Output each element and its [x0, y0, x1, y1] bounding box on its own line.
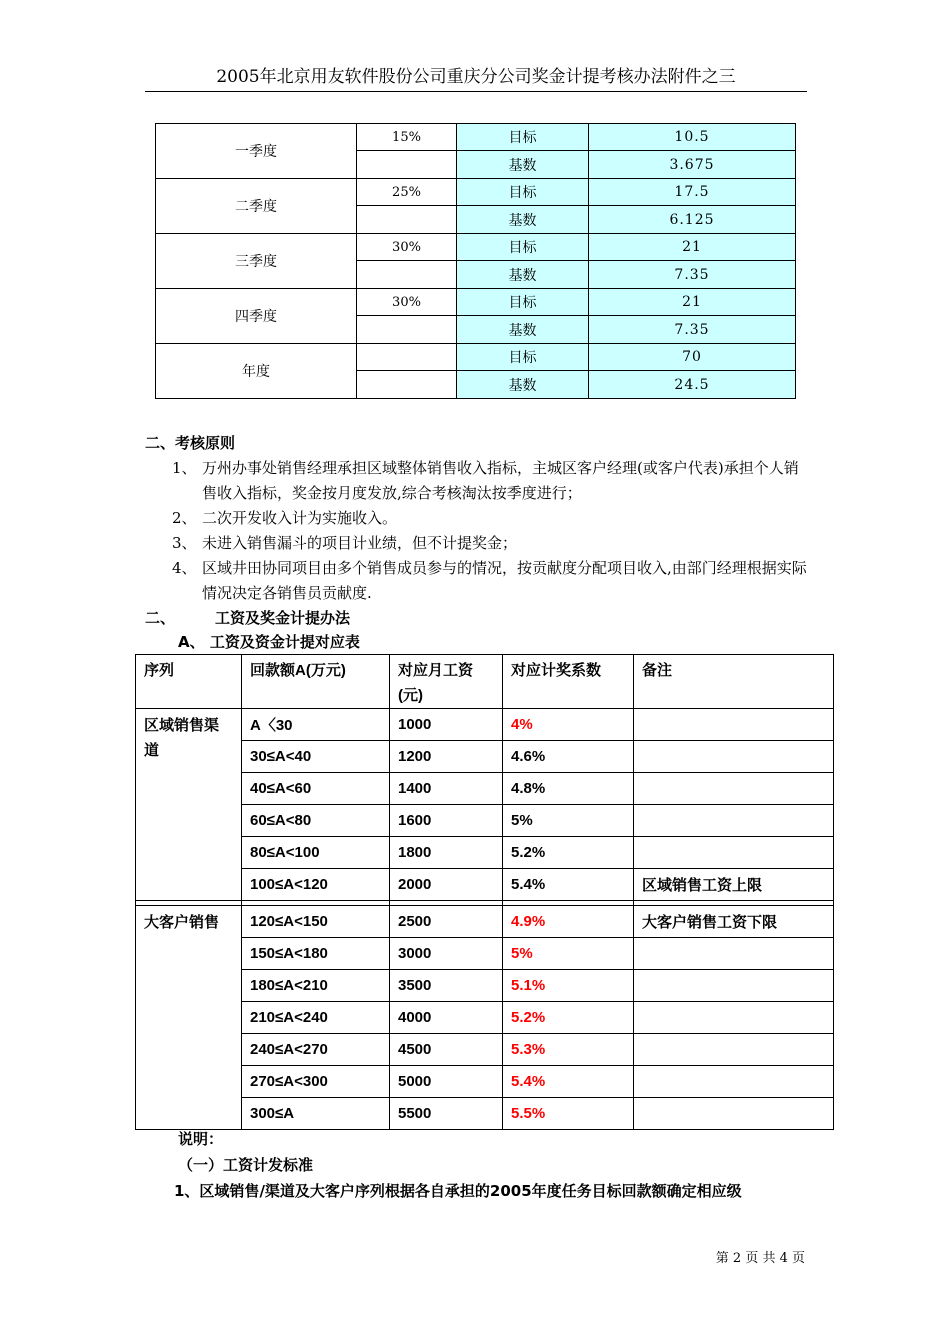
note-cell — [634, 1034, 834, 1066]
base-value: 24.5 — [589, 371, 796, 399]
quarter-period: 二季度 — [156, 179, 357, 234]
note-cell: 区域销售工资上限 — [634, 869, 834, 901]
base-label: 基数 — [457, 261, 589, 289]
note-cell — [634, 938, 834, 970]
column-header: 备注 — [634, 655, 834, 709]
salary-table-caption: A、 工资及资金计提对应表 — [178, 633, 360, 651]
range-cell: 30≤A<40 — [242, 741, 390, 773]
notes-line: 1、区域销售/渠道及大客户序列根据各自承担的2005年度任务目标回款额确定相应级 — [174, 1182, 742, 1200]
principle-text: 区域井田协同项目由多个销售成员参与的情况，按贡献度分配项目收入,由部门经理根据实际情况决定各销售员贡献度. — [202, 559, 807, 602]
base-label: 基数 — [457, 316, 589, 344]
salary-cell: 5500 — [390, 1098, 503, 1130]
note-cell — [634, 1066, 834, 1098]
coefficient-cell: 5.2% — [503, 1002, 634, 1034]
salary-table — [135, 654, 834, 1130]
salary-row — [136, 709, 834, 741]
note-cell — [634, 1098, 834, 1130]
quarter-row-target — [156, 124, 796, 151]
salary-cell: 5000 — [390, 1066, 503, 1098]
coefficient-cell: 4.9% — [503, 906, 634, 938]
coefficient-cell: 4.6% — [503, 741, 634, 773]
salary-section-heading — [145, 607, 350, 628]
salary-section-title: 工资及奖金计提办法 — [215, 609, 351, 627]
base-label: 基数 — [457, 371, 589, 399]
notes-block — [174, 1126, 742, 1204]
quarter-period: 年度 — [156, 344, 357, 399]
principles-list — [172, 456, 812, 606]
salary-cell: 2000 — [390, 869, 503, 901]
range-cell: 180≤A<210 — [242, 970, 390, 1002]
coefficient-cell: 5.5% — [503, 1098, 634, 1130]
base-value: 7.35 — [589, 261, 796, 289]
quarter-row-target — [156, 179, 796, 206]
base-value: 3.675 — [589, 151, 796, 179]
column-header: 对应计奖系数 — [503, 655, 634, 709]
page-footer: 第 2 页 共 4 页 — [715, 1251, 805, 1266]
salary-cell: 2500 — [390, 906, 503, 938]
base-label: 基数 — [457, 151, 589, 179]
range-cell: 210≤A<240 — [242, 1002, 390, 1034]
quarter-row-target — [156, 344, 796, 371]
note-cell — [634, 805, 834, 837]
notes-subheading: （一）工资计发标准 — [178, 1156, 314, 1174]
quarter-period: 三季度 — [156, 234, 357, 289]
target-label: 目标 — [457, 289, 589, 316]
quarter-row-target — [156, 234, 796, 261]
quarter-percent: 15% — [357, 124, 457, 151]
principle-text: 二次开发收入计为实施收入。 — [202, 509, 398, 527]
salary-row — [136, 906, 834, 938]
column-header: 序列 — [136, 655, 242, 709]
note-cell — [634, 709, 834, 741]
range-cell: 120≤A<150 — [242, 906, 390, 938]
coefficient-cell: 5.4% — [503, 869, 634, 901]
target-value: 17.5 — [589, 179, 796, 206]
coefficient-cell: 5.4% — [503, 1066, 634, 1098]
coefficient-cell: 5% — [503, 938, 634, 970]
quarter-percent — [357, 344, 457, 371]
range-cell: 60≤A<80 — [242, 805, 390, 837]
target-label: 目标 — [457, 124, 589, 151]
salary-cell: 1800 — [390, 837, 503, 869]
quarter-percent: 25% — [357, 179, 457, 206]
sequence-cell: 大客户销售 — [136, 906, 242, 1130]
range-cell: A〈30 — [242, 709, 390, 741]
empty-cell — [357, 371, 457, 399]
base-value: 6.125 — [589, 206, 796, 234]
note-cell — [634, 970, 834, 1002]
range-cell: 270≤A<300 — [242, 1066, 390, 1098]
coefficient-cell: 4% — [503, 709, 634, 741]
range-cell: 40≤A<60 — [242, 773, 390, 805]
empty-cell — [357, 206, 457, 234]
column-header: 对应月工资(元) — [390, 655, 503, 709]
salary-cell: 3000 — [390, 938, 503, 970]
note-cell — [634, 837, 834, 869]
empty-cell — [357, 261, 457, 289]
range-cell: 100≤A<120 — [242, 869, 390, 901]
range-cell: 240≤A<270 — [242, 1034, 390, 1066]
salary-section-num: 二、 — [145, 609, 176, 627]
principle-text: 万州办事处销售经理承担区域整体销售收入指标，主城区客户经理(或客户代表)承担个人销售收入指标，奖金按月度发放,综合考核淘汰按季度进行； — [202, 459, 799, 502]
coefficient-cell: 5.1% — [503, 970, 634, 1002]
principle-item — [172, 556, 812, 606]
notes-label: 说明： — [178, 1130, 224, 1148]
base-label: 基数 — [457, 206, 589, 234]
sequence-cell: 区域销售渠道 — [136, 709, 242, 901]
quarter-target-table — [155, 123, 796, 399]
target-value: 21 — [589, 289, 796, 316]
target-value: 10.5 — [589, 124, 796, 151]
note-cell — [634, 741, 834, 773]
quarter-percent: 30% — [357, 234, 457, 261]
principle-item — [172, 506, 812, 531]
empty-cell — [357, 151, 457, 179]
target-label: 目标 — [457, 344, 589, 371]
quarter-row-target — [156, 289, 796, 316]
salary-cell: 1400 — [390, 773, 503, 805]
coefficient-cell: 5.2% — [503, 837, 634, 869]
note-cell: 大客户销售工资下限 — [634, 906, 834, 938]
target-value: 70 — [589, 344, 796, 371]
principles-heading: 二、考核原则 — [145, 434, 236, 452]
salary-cell: 1000 — [390, 709, 503, 741]
salary-cell: 3500 — [390, 970, 503, 1002]
principle-number: 1、 — [172, 459, 197, 477]
coefficient-cell: 5.3% — [503, 1034, 634, 1066]
salary-cell: 1200 — [390, 741, 503, 773]
principle-number: 3、 — [172, 534, 197, 552]
salary-cell: 4000 — [390, 1002, 503, 1034]
principle-text: 未进入销售漏斗的项目计业绩，但不计提奖金； — [202, 534, 518, 552]
salary-cell: 4500 — [390, 1034, 503, 1066]
principle-number: 4、 — [172, 559, 197, 577]
target-label: 目标 — [457, 234, 589, 261]
quarter-period: 一季度 — [156, 124, 357, 179]
quarter-period: 四季度 — [156, 289, 357, 344]
column-header: 回款额A(万元) — [242, 655, 390, 709]
note-cell — [634, 1002, 834, 1034]
target-value: 21 — [589, 234, 796, 261]
range-cell: 300≤A — [242, 1098, 390, 1130]
target-label: 目标 — [457, 179, 589, 206]
principle-item — [172, 531, 812, 556]
range-cell: 80≤A<100 — [242, 837, 390, 869]
note-cell — [634, 773, 834, 805]
empty-cell — [357, 316, 457, 344]
page-header: 2005年北京用友软件股份公司重庆分公司奖金计提考核办法附件之三 — [145, 66, 807, 92]
range-cell: 150≤A<180 — [242, 938, 390, 970]
salary-header-row — [136, 655, 834, 709]
principle-item — [172, 456, 812, 506]
salary-cell: 1600 — [390, 805, 503, 837]
coefficient-cell: 5% — [503, 805, 634, 837]
principle-number: 2、 — [172, 509, 197, 527]
quarter-percent: 30% — [357, 289, 457, 316]
coefficient-cell: 4.8% — [503, 773, 634, 805]
base-value: 7.35 — [589, 316, 796, 344]
